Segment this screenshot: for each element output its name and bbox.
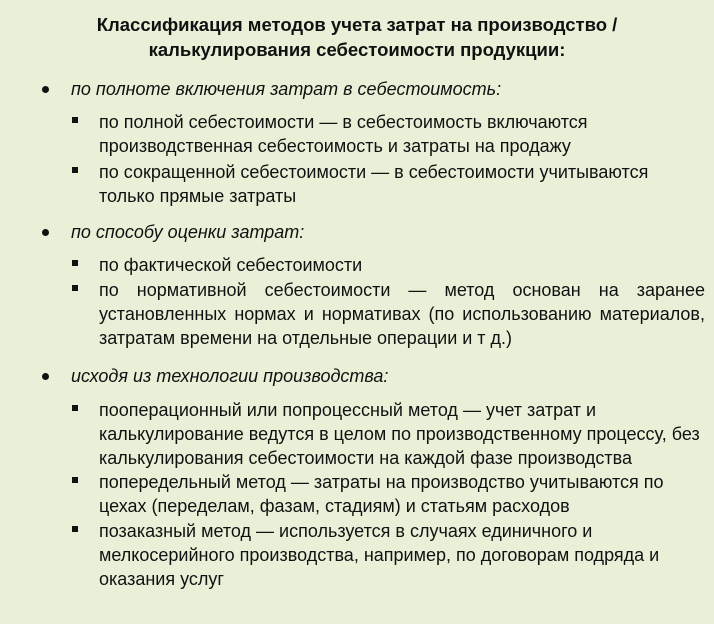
section-heading-text: по способу оценки затрат:	[71, 222, 305, 242]
bullet-square-icon	[72, 477, 78, 483]
section-heading	[42, 77, 501, 101]
bullet-square-icon	[72, 405, 78, 411]
section-heading	[42, 220, 304, 244]
list-item-text: по нормативной себестоимости — метод основан на заранее установленных нормах и нормативах (по использованию материалов, затратам времени на отдельные операции и т д.)	[99, 280, 705, 348]
bullet-square-icon	[72, 260, 78, 266]
list-item-text: пооперационный или попроцессный метод — учет затрат и калькулирование ведутся в целом по производственному процессу, без калькулирования себестоимости на каждой фазе производства	[99, 400, 700, 468]
list-item-text: по полной себестоимости — в себестоимость включаются производственная себестоимость и затраты на продажу	[99, 112, 588, 156]
bullet-square-icon	[72, 117, 78, 123]
list-item-text: попередельный метод — затраты на производство учитываются по цехах (переделам, фазам, стадиям) и статьям расходов	[99, 472, 664, 516]
list-item-text: по сокращенной себестоимости — в себестоимости учитываются только прямые затраты	[99, 162, 649, 206]
bullet-dot-icon	[42, 229, 49, 236]
section-heading-text: по полноте включения затрат в себестоимость:	[71, 79, 502, 99]
bullet-dot-icon	[42, 86, 49, 93]
page-title: Классификация методов учета затрат на производство / калькулирования себестоимости продукции:	[96, 14, 618, 60]
bullet-square-icon	[72, 167, 78, 173]
list-item-text: по фактической себестоимости	[99, 255, 363, 275]
bullet-dot-icon	[42, 373, 49, 380]
list-item-text: позаказный метод — используется в случаях единичного и мелкосерийного производства, например, по договорам подряда и оказания услуг	[99, 521, 660, 589]
bullet-square-icon	[72, 285, 78, 291]
section-heading	[42, 364, 388, 388]
bullet-square-icon	[72, 526, 78, 532]
section-heading-text: исходя из технологии производства:	[71, 366, 389, 386]
